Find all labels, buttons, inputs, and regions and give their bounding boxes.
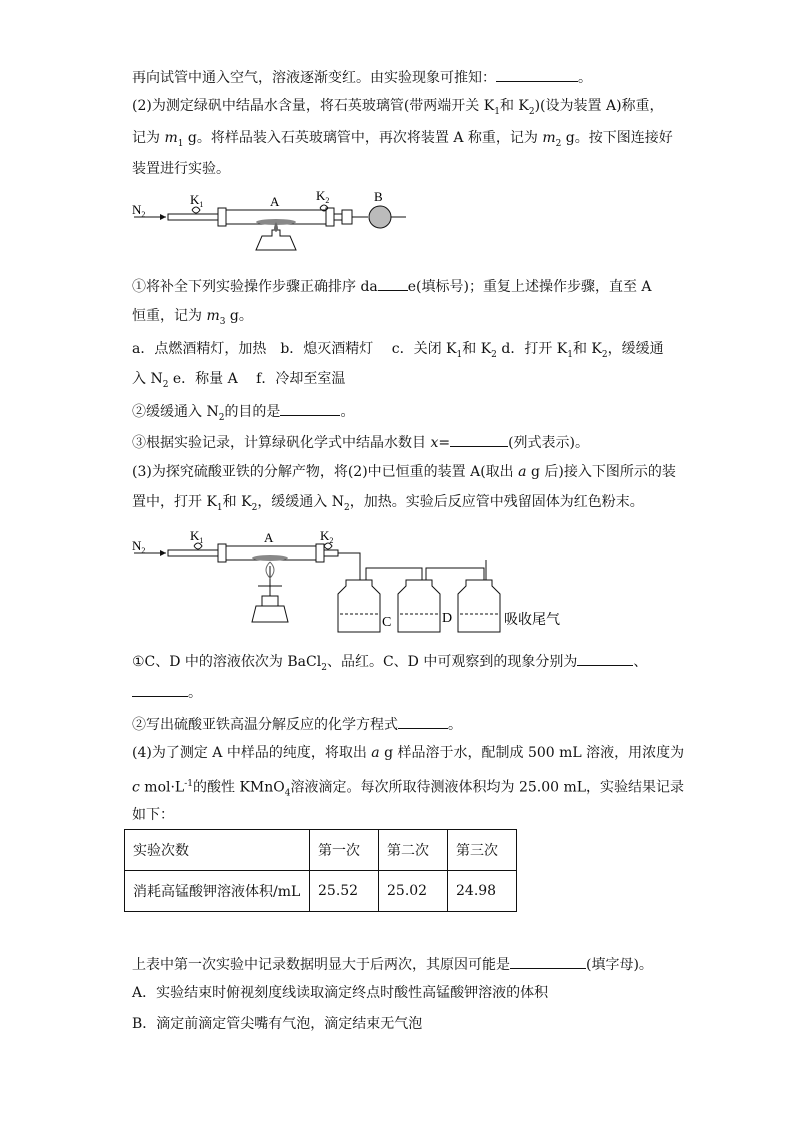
- burner-icon: [252, 596, 288, 622]
- table-row: [125, 871, 517, 912]
- fig1-n2-label: $N_2$: [132, 202, 146, 219]
- apparatus-figure-2: [130, 526, 580, 636]
- part3-line-1: (3)为探究硫酸亚铁的分解产物，将(2)中已恒重的装置 A(取出 a g 后)接入下图所示的装: [132, 464, 676, 480]
- table-header-row: [125, 830, 517, 871]
- bottle-d-label: D: [442, 611, 453, 626]
- r1-line-2: 。: [132, 681, 202, 703]
- bottle-c-label: C: [382, 615, 392, 630]
- options-line-2: 入 $N_2$ e．称量 A f．冷却至室温: [132, 371, 346, 390]
- text-line-1: 再向试管中通入空气，溶液逐渐变红。由实验现象可推知： 。: [132, 66, 592, 88]
- r2-line: ②写出硫酸亚铁高温分解反应的化学方程式 。: [132, 713, 462, 735]
- fig1-a-label: A: [270, 194, 280, 209]
- tail-gas-label: 吸收尾气: [504, 613, 560, 628]
- drying-bulb-icon: [369, 206, 391, 228]
- part2-line-3: 装置进行实验。: [132, 161, 230, 177]
- table-cell: 24.98: [448, 871, 517, 912]
- part2-line-1: (2)为测定绿矾中结晶水含量，将石英玻璃管(带两端开关 $K_1$和 $K_2$)(设为装置 A)称重，: [132, 98, 664, 117]
- apparatus-figure-1: [130, 186, 420, 266]
- part4-line-3: 如下：: [132, 807, 174, 823]
- bottle-c-icon: [338, 580, 380, 632]
- part4-line-1: (4)为了测定 A 中样品的纯度，将取出 a g 样品溶于水，配制成 500 mL 溶液，用浓度为: [132, 745, 685, 761]
- q2-line: ②缓缓通入 $N_2$的目的是 。: [132, 400, 354, 428]
- tail-gas-bottle-icon: [458, 580, 500, 632]
- alcohol-lamp-icon: [256, 230, 296, 250]
- part4-line-2: c $mol\cdot L^{-1}$的酸性 KMnO$_4$溶液滴定。每次所取待测液体积均为 25.00 mL，实验结果记录: [132, 779, 685, 799]
- fig2-n2-label: $N_2$: [132, 538, 146, 555]
- options-line-1: a．点燃酒精灯，加热 b．熄灭酒精灯 c．关闭 $K_1$和 $K_2$ d．打开 $K_1$和 $K_2$，缓缓通: [132, 341, 664, 360]
- part2-line-2: 记为 $m_1$ g。将样品装入石英玻璃管中，再次将装置 A 称重，记为 $m_2$ g。按下图连接好: [132, 130, 673, 149]
- table-cell: 消耗高锰酸钾溶液体积/mL: [125, 871, 310, 912]
- fig2-a-label: A: [264, 530, 274, 545]
- q3-line: ③根据实验记录，计算绿矾化学式中结晶水数目 x= (列式表示)。: [132, 431, 589, 453]
- table-cell: 25.52: [310, 871, 379, 912]
- part3-line-2: 置中，打开 $K_1$和 $K_2$，缓缓通入 $N_2$，加热。实验后反应管中残留固体为红色粉末。: [132, 494, 644, 513]
- table-cell: 实验次数: [125, 830, 310, 871]
- table-cell: 第一次: [310, 830, 379, 871]
- table-cell: 第三次: [448, 830, 517, 871]
- fig2-k1-label: $K_1$: [190, 528, 204, 545]
- titration-table: [124, 829, 517, 912]
- valve-k2-icon: [324, 543, 332, 549]
- fig1-k1-label: $K_1$: [190, 192, 204, 209]
- valve-k1-icon: [194, 543, 202, 549]
- fig2-k2-label: $K_2$: [320, 528, 334, 545]
- after-table-line: 上表中第一次实验中记录数据明显大于后两次，其原因可能是 (填字母)。: [132, 953, 653, 975]
- r1-line-1: ①C、D 中的溶液依次为 BaCl$_2$、品红。C、D 中可观察到的现象分别为 、: [132, 650, 647, 678]
- table-cell: 第二次: [379, 830, 448, 871]
- valve-k1-icon: [192, 207, 200, 213]
- fig1-b-label: B: [374, 189, 383, 204]
- choice-b: B．滴定前滴定管尖嘴有气泡，滴定结束无气泡: [132, 1016, 423, 1032]
- q1-line-2: 恒重，记为 $m_3$ g。: [132, 308, 253, 327]
- q1-line-1: ①将补全下列实验操作步骤正确排序 da e(填标号)；重复上述操作步骤，直至 A: [132, 275, 652, 297]
- choice-a: A．实验结束时俯视刻度线读取滴定终点时酸性高锰酸钾溶液的体积: [132, 985, 549, 1001]
- table-cell: 25.02: [379, 871, 448, 912]
- answer-blank[interactable]: [496, 66, 578, 82]
- fig1-k2-label: $K_2$: [316, 188, 330, 205]
- bottle-d-icon: [398, 580, 440, 632]
- sample-icon: [252, 555, 288, 561]
